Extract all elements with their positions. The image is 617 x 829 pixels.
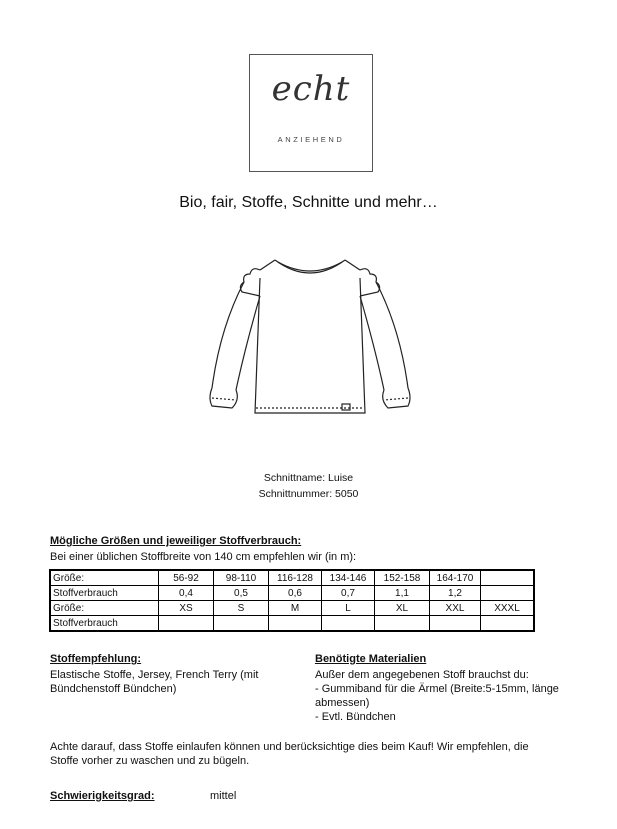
table-cell: 56-92: [159, 570, 214, 586]
table-cell: S: [214, 601, 269, 616]
table-cell: 0,5: [214, 586, 269, 601]
pattern-number: Schnittnummer: 5050: [258, 488, 359, 500]
table-cell: L: [322, 601, 375, 616]
table-cell: 0,4: [159, 586, 214, 601]
table-cell: [481, 586, 535, 601]
table-cell: M: [269, 601, 322, 616]
table-cell: 152-158: [375, 570, 430, 586]
difficulty-label: Schwierigkeitsgrad:: [50, 790, 155, 802]
size-table: [49, 569, 535, 632]
table-cell: [269, 616, 322, 632]
table-cell: Größe:: [50, 601, 159, 616]
materials-title: Benötigte Materialien: [315, 653, 427, 665]
table-cell: 0,6: [269, 586, 322, 601]
table-cell: 116-128: [269, 570, 322, 586]
shirt-illustration: [200, 248, 420, 423]
materials-line-4: - Evtl. Bündchen: [315, 711, 396, 723]
table-cell: [375, 616, 430, 632]
materials-line-3: abmessen): [315, 697, 370, 709]
table-cell: XL: [375, 601, 430, 616]
table-cell: XXL: [430, 601, 481, 616]
table-row: [50, 586, 534, 601]
notice-line-1: Achte darauf, dass Stoffe einlaufen können und berücksichtige dies beim Kauf! Wir empfehlen, die: [50, 741, 529, 753]
table-cell: 0,7: [322, 586, 375, 601]
table-row: [50, 570, 534, 586]
logo-script-text: echt: [271, 69, 351, 109]
notice-line-2: Stoffe vorher zu waschen und zu bügeln.: [50, 755, 250, 767]
table-cell: [214, 616, 269, 632]
fabric-line-2: Bündchenstoff Bündchen): [50, 683, 177, 695]
table-cell: [322, 616, 375, 632]
table-cell: [481, 616, 535, 632]
table-cell: Größe:: [50, 570, 159, 586]
table-cell: 98-110: [214, 570, 269, 586]
table-row: [50, 601, 534, 616]
table-cell: [430, 616, 481, 632]
sizes-title: Mögliche Größen und jeweiliger Stoffverbrauch:: [50, 535, 302, 547]
table-cell: 1,2: [430, 586, 481, 601]
table-cell: XXXL: [481, 601, 535, 616]
table-row: [50, 616, 534, 632]
table-cell: XS: [159, 601, 214, 616]
materials-line-2: - Gummiband für die Ärmel (Breite:5-15mm, länge: [315, 683, 559, 695]
table-cell: 164-170: [430, 570, 481, 586]
table-cell: [159, 616, 214, 632]
logo-subtitle: ANZIEHEND: [277, 135, 345, 144]
table-cell: Stoffverbrauch: [50, 616, 159, 632]
fabric-title: Stoffempfehlung:: [50, 653, 142, 665]
fabric-line-1: Elastische Stoffe, Jersey, French Terry (mit: [50, 669, 259, 681]
table-cell: 1,1: [375, 586, 430, 601]
pattern-name: Schnittname: Luise: [263, 472, 354, 484]
brand-logo: [249, 54, 373, 172]
table-cell: [481, 570, 535, 586]
table-cell: Stoffverbrauch: [50, 586, 159, 601]
materials-line-1: Außer dem angegebenen Stoff brauchst du:: [315, 669, 529, 681]
tagline: Bio, fair, Stoffe, Schnitte und mehr…: [179, 194, 438, 211]
difficulty-value: mittel: [210, 790, 237, 802]
table-cell: 134-146: [322, 570, 375, 586]
sizes-intro: Bei einer üblichen Stoffbreite von 140 cm empfehlen wir (in m):: [50, 551, 357, 563]
